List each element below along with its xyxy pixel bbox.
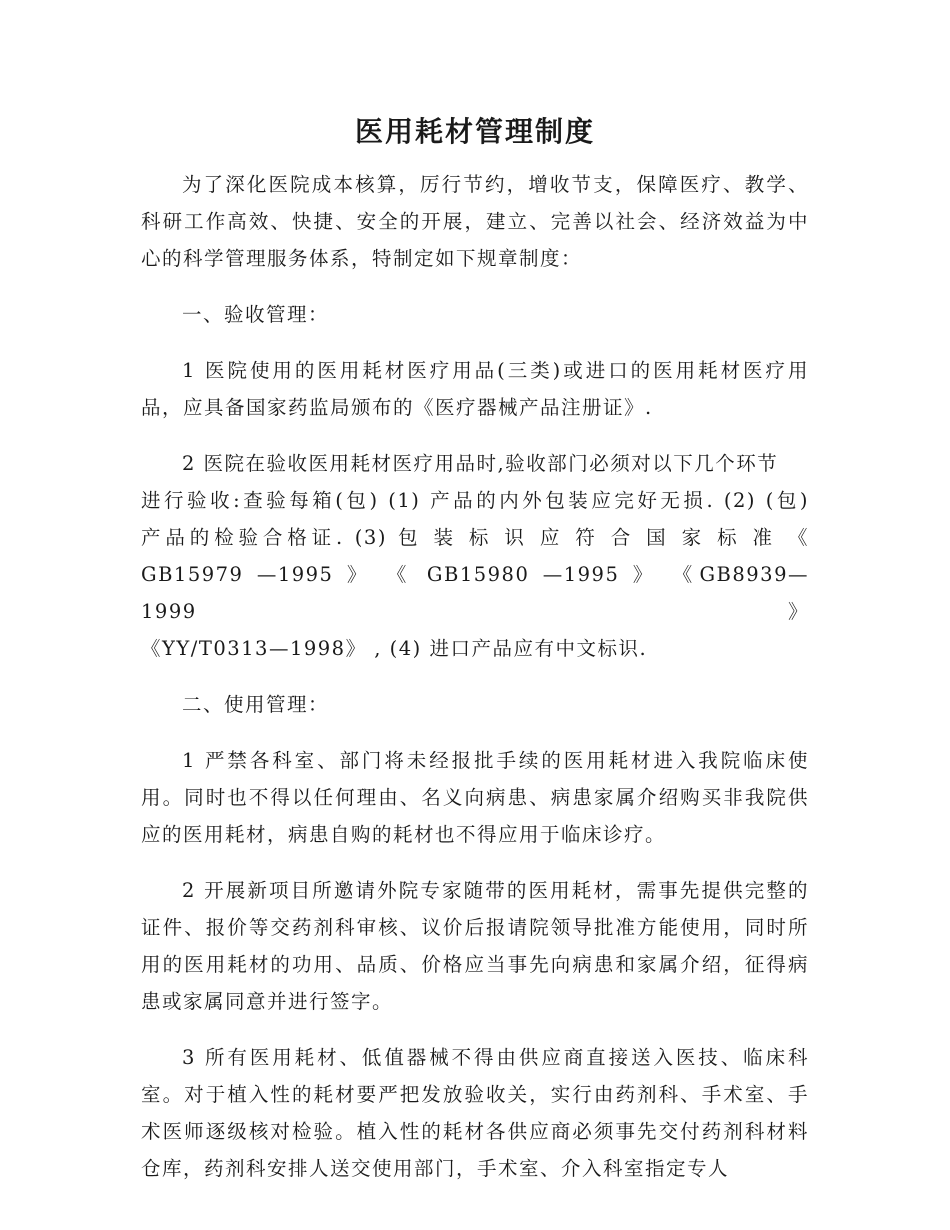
acceptance-item-2-line-1: 2 医院在验收医用耗材医疗用品时,验收部门必须对以下几个环节: [181, 452, 779, 475]
acceptance-item-2: [141, 445, 809, 667]
acceptance-item-2-line-5: 《YY/T0313—1998》 , (4) 进口产品应有中文标识.: [141, 637, 648, 660]
intro-paragraph: 为了深化医院成本核算，厉行节约，增收节支，保障医疗、教学、科研工作高效、快捷、安全的开展，建立、完善以社会、经济效益为中心的科学管理服务体系，特制定如下规章制度：: [141, 173, 809, 270]
acceptance-item-2-line-2: 进行验收:查验每箱(包) (1) 产品的内外包装应完好无损. (2) (包): [141, 489, 809, 512]
acceptance-item-2-line-3: 产品的检验合格证. (3) 包 装 标 识 应 符 合 国 家 标 准 《: [141, 526, 809, 549]
usage-item-2: 2 开展新项目所邀请外院专家随带的医用耗材，需事先提供完整的证件、报价等交药剂科审核、议价后报请院领导批准方能使用，同时所用的医用耗材的功用、品质、价格应当事先向病患和家属介绍，征得病患或家属同意并进行签字。: [141, 879, 809, 1013]
acceptance-item-1: 1 医院使用的医用耗材医疗用品(三类)或进口的医用耗材医疗用品，应具备国家药监局颁布的《医疗器械产品注册证》.: [141, 359, 809, 419]
section-heading-usage: 二、使用管理：: [181, 693, 329, 716]
document-title: 医用耗材管理制度: [354, 115, 595, 148]
document-body: [141, 166, 809, 1206]
usage-item-1: 1 严禁各科室、部门将未经报批手续的医用耗材进入我院临床使用。同时也不得以任何理由、名义向病患、病患家属介绍购买非我院供应的医用耗材，病患自购的耗材也不得应用于临床诊疗。: [141, 749, 809, 846]
section-heading-acceptance: 一、验收管理：: [181, 303, 329, 326]
acceptance-item-2-line-4: GB15979 —1995 》 《 GB15980 —1995 》 《GB8939—1999》: [141, 563, 809, 623]
usage-item-3: 3 所有医用耗材、低值器械不得由供应商直接送入医技、临床科室。对于植入性的耗材要严把发放验收关，实行由药剂科、手术室、手术医师逐级核对检验。植入性的耗材各供应商必须事先交付药剂科材料仓库，药剂科安排人送交使用部门，手术室、介入科室指定专人: [141, 1046, 809, 1180]
